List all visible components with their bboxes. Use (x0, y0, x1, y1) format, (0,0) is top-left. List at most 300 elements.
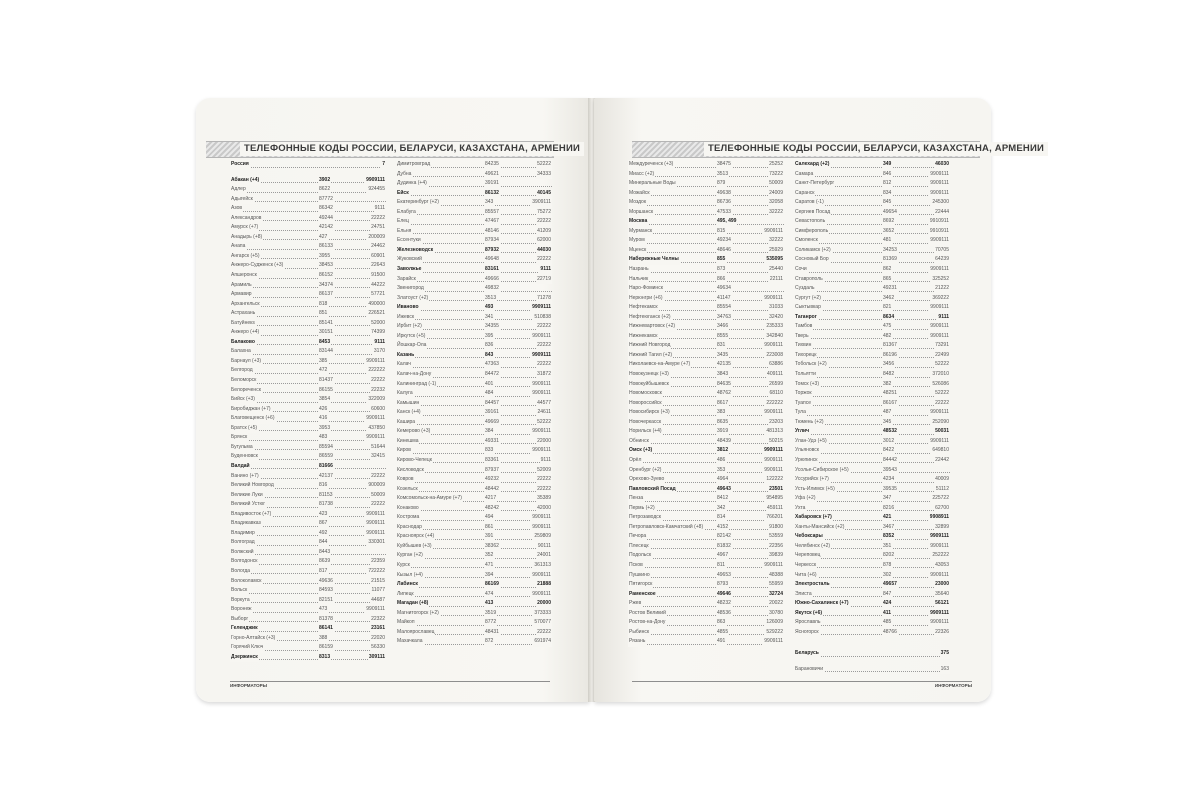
entry-city: Владимир (230, 529, 256, 539)
entry-number: 22222 (536, 322, 552, 332)
entry-code: 3843 (716, 370, 729, 380)
entry-city: Орехово-Зуево (628, 475, 665, 485)
entry-city: Москва (628, 217, 648, 227)
entry-city: Наро-Фоминск (628, 284, 664, 294)
directory-entry (794, 466, 950, 476)
entry-city: Благовещенск (+6) (230, 414, 276, 424)
entry-city: Элиста (794, 590, 813, 600)
directory-entry (396, 418, 552, 428)
directory-entry (794, 217, 950, 227)
entry-number: 24009 (768, 189, 784, 199)
entry-code: 83144 (318, 347, 334, 357)
footer-label: ИНФОРМАТОРЫ (934, 683, 972, 688)
entry-number: 510838 (533, 313, 552, 323)
entry-number: 9909111 (531, 389, 552, 399)
entry-code: 3456 (882, 360, 895, 370)
entries-column (230, 160, 386, 662)
entry-city: Рязань (628, 637, 646, 647)
directory-entry (230, 357, 386, 367)
entry-number: 954895 (765, 494, 784, 504)
directory-entry (396, 332, 552, 342)
directory-entry (396, 637, 552, 647)
entry-city: Козельск (396, 485, 419, 495)
entry-number: 52222 (536, 160, 552, 170)
entry-city: Владикавказ (230, 519, 262, 529)
entry-code: 87934 (484, 236, 500, 246)
leader-dots (230, 297, 386, 298)
entry-number: 9909111 (929, 609, 950, 619)
directory-entry (230, 319, 386, 329)
entry-city: Златоуст (+2) (396, 294, 429, 304)
directory-entry (396, 494, 552, 504)
entry-number: 22222 (370, 376, 386, 386)
entry-city: Ухта (794, 504, 806, 514)
entry-number: 22222 (934, 399, 950, 409)
entry-number: 9908911 (929, 513, 950, 523)
entry-number: 9909111 (531, 332, 552, 342)
entry-number: 91500 (370, 271, 386, 281)
entry-number: 9909111 (763, 446, 784, 456)
entry-city: Дзержинск (230, 653, 259, 663)
entry-city: Якутск (+6) (794, 609, 823, 619)
entry-city: Волгодонск (230, 557, 258, 567)
directory-entry (628, 179, 784, 189)
entry-code: 85141 (318, 319, 334, 329)
entry-code: 49634 (716, 284, 732, 294)
entry-code: 401 (484, 380, 494, 390)
entry-number: 3170 (373, 347, 386, 357)
entry-city: Ессентуки (396, 236, 422, 246)
entry-number: 22643 (370, 261, 386, 271)
entry-number: 9111 (373, 338, 386, 348)
leader-dots (230, 192, 386, 193)
directory-entry (628, 590, 784, 600)
entry-city: Апшеронск (230, 271, 258, 281)
directory-entry (794, 551, 950, 561)
entry-number: 490000 (367, 300, 386, 310)
directory-entry (396, 265, 552, 275)
entries-column (794, 160, 950, 674)
entry-code: 8634 (882, 313, 895, 323)
directory-entry (396, 475, 552, 485)
entry-number: 22326 (934, 628, 950, 638)
entry-city: Иваново (396, 303, 420, 313)
entry-number: 20022 (768, 599, 784, 609)
entry-city: Выборг (230, 615, 249, 625)
entry-number: 9909111 (929, 236, 950, 246)
entry-city: Сосновый Бор (794, 255, 830, 265)
directory-entry (396, 485, 552, 495)
entry-code: 343 (484, 198, 494, 208)
entry-city: Вологда (230, 567, 251, 577)
entry-code: 385 (318, 357, 328, 367)
entry-number: 9909111 (763, 456, 784, 466)
entry-code: 855 (716, 255, 726, 265)
entry-code: 341 (484, 313, 494, 323)
entry-city: Николаевск-на-Амуре (+7) (628, 360, 691, 370)
leader-dots (628, 462, 784, 463)
directory-entry (396, 246, 552, 256)
entry-code: 3435 (716, 351, 729, 361)
entry-city: Плесецк (628, 542, 650, 552)
entry-code: 8635 (716, 418, 729, 428)
entry-number: 223008 (765, 351, 784, 361)
entry-number: 252090 (931, 418, 950, 428)
entry-number: 3909111 (531, 198, 552, 208)
entry-number: 526086 (931, 380, 950, 390)
entry-number: 7 (381, 160, 386, 170)
entry-number: 481313 (765, 427, 784, 437)
entry-city: Калининград (-1) (396, 380, 437, 390)
entry-code: 878 (882, 561, 892, 571)
entry-number: 23501 (768, 485, 784, 495)
entry-number: 252222 (931, 551, 950, 561)
entry-city: Вольск (230, 586, 248, 596)
entry-number: 32420 (768, 313, 784, 323)
directory-entry (794, 475, 950, 485)
entry-number: 62700 (934, 504, 950, 514)
entry-code: 82142 (716, 532, 732, 542)
entry-city: Железноводск (396, 246, 434, 256)
entry-city: Киров (396, 446, 412, 456)
notebook-spread (196, 88, 1045, 713)
entry-city: Иркутск (+5) (396, 332, 426, 342)
directory-entry (396, 170, 552, 180)
entry-city: Мурманск (628, 227, 653, 237)
entry-number: 44577 (536, 399, 552, 409)
entry-code: 8352 (882, 532, 895, 542)
entry-number: 529222 (765, 628, 784, 638)
entry-code: 4152 (716, 523, 729, 533)
entry-code: 811 (716, 561, 726, 571)
directory-entry (628, 198, 784, 208)
directory-entry (230, 538, 386, 548)
leader-dots (396, 233, 552, 234)
entry-city: Анадырь (+8) (230, 233, 263, 243)
entry-city: Магадан (+8) (396, 599, 429, 609)
directory-entry (230, 596, 386, 606)
entry-code: 347 (882, 494, 892, 504)
entry-number: 722222 (367, 567, 386, 577)
entry-city: Саратов (-1) (794, 198, 825, 208)
entry-code: 388 (318, 634, 328, 644)
entry-number: 459111 (766, 504, 784, 514)
entry-code: 39543 (882, 466, 898, 476)
entry-code: 866 (716, 275, 726, 285)
entry-city: Рыбинск (628, 628, 650, 638)
entry-city: Челябинск (+2) (794, 542, 831, 552)
entry-number: 44687 (370, 596, 386, 606)
entry-number: 25440 (768, 265, 784, 275)
entry-number: 25252 (768, 160, 784, 170)
leader-dots (628, 567, 784, 568)
entry-number: 330301 (367, 538, 386, 548)
entry-city: Набережные Челны (628, 255, 680, 265)
directory-entry (794, 303, 950, 313)
entry-number: 369222 (931, 294, 950, 304)
leader-dots (396, 453, 552, 454)
entry-city: Абакан (+4) (230, 176, 260, 186)
entry-code: 86133 (318, 242, 334, 252)
directory-entry (230, 519, 386, 529)
directory-entry (628, 561, 784, 571)
entry-code: 423 (318, 510, 328, 520)
directory-entry (794, 322, 950, 332)
entry-code: 84472 (484, 370, 500, 380)
directory-entry (396, 628, 552, 638)
entry-number: 24751 (370, 223, 386, 233)
entry-number: 24611 (536, 408, 552, 418)
entry-number: 691974 (533, 637, 552, 647)
directory-entry (230, 376, 386, 386)
entry-code: 49646 (716, 590, 732, 600)
directory-entry (794, 389, 950, 399)
entry-city: Владивосток (+7) (230, 510, 272, 520)
entry-code: 86169 (484, 580, 500, 590)
entry-code: 48242 (484, 504, 500, 514)
entry-code: 85557 (484, 208, 500, 218)
entry-city: Торжок (794, 389, 813, 399)
entry-number: 9909111 (365, 433, 386, 443)
entry-number: 60901 (370, 252, 386, 262)
directory-entry (396, 255, 552, 265)
entry-city: Таганрог (794, 313, 818, 323)
entry-code: 39535 (882, 485, 898, 495)
entry-code: 48766 (882, 628, 898, 638)
directory-entry (628, 571, 784, 581)
entry-number: 40145 (536, 189, 552, 199)
directory-entry (230, 443, 386, 453)
leader-dots (396, 587, 552, 588)
entry-number: 31872 (536, 370, 552, 380)
entry-number: 21222 (934, 284, 950, 294)
entry-city: Кашира (396, 418, 416, 428)
directory-entry (628, 389, 784, 399)
entry-city: Ханты-Мансийск (+2) (794, 523, 845, 533)
entry-number: 75272 (536, 208, 552, 218)
directory-entry (794, 265, 950, 275)
entry-code: 49648 (484, 255, 500, 265)
directory-entry (794, 418, 950, 428)
entry-code: 486 (716, 456, 726, 466)
entry-city: Анжеро-Судженск (+3) (230, 261, 284, 271)
entry-city: Беларусь (794, 649, 820, 659)
directory-entry (396, 179, 552, 189)
directory-entry (794, 370, 950, 380)
leader-dots (794, 501, 950, 502)
directory-entry (628, 494, 784, 504)
entry-number: 22111 (769, 275, 784, 285)
entry-code: 81437 (318, 376, 334, 386)
entry-city: Великие Луки (230, 491, 264, 501)
entry-code: 413 (484, 599, 494, 609)
entry-number: 52222 (536, 418, 552, 428)
entry-city: Нижний Тагил (+2) (628, 351, 673, 361)
entry-city: Тамбов (794, 322, 813, 332)
entry-number: 225722 (931, 494, 950, 504)
entry-city: Дудинка (+4) (396, 179, 428, 189)
directory-entry (794, 590, 950, 600)
entry-city: Брянск (230, 433, 248, 443)
entry-code: 473 (318, 605, 328, 615)
leader-dots (794, 291, 950, 292)
leader-dots (628, 539, 784, 540)
entry-code: 3902 (318, 176, 331, 186)
leader-dots (396, 281, 552, 282)
entry-city: Нальчик (628, 275, 649, 285)
entry-number: 9909111 (531, 513, 552, 523)
entry-number: 9909111 (929, 618, 950, 628)
entry-code: 86155 (318, 386, 334, 396)
entry-code: 382 (882, 380, 892, 390)
directory-entry (396, 313, 552, 323)
entry-number: 32058 (768, 198, 784, 208)
leader-dots (396, 567, 552, 568)
directory-entry (230, 452, 386, 462)
directory-entry (628, 246, 784, 256)
leader-dots (794, 396, 950, 397)
entry-code: 424 (882, 599, 892, 609)
entry-number: 9909111 (365, 510, 386, 520)
entry-number: 22222 (536, 475, 552, 485)
entry-number: 9909111 (929, 265, 950, 275)
leader-dots (230, 612, 386, 613)
directory-entry (628, 551, 784, 561)
directory-entry (794, 351, 950, 361)
entry-code: 30151 (318, 328, 334, 338)
entry-code: 81153 (318, 491, 334, 501)
entry-code: 48762 (716, 389, 732, 399)
entry-code: 847 (882, 590, 892, 600)
entry-number: 52000 (370, 319, 386, 329)
entry-code: 48439 (716, 437, 732, 447)
directory-entry (396, 551, 552, 561)
entry-number: 40009 (934, 475, 950, 485)
entry-city: Павловский Посад (628, 485, 677, 495)
directory-entry (794, 580, 950, 590)
entry-code: 38362 (484, 542, 500, 552)
entry-city: Биробиджан (+7) (230, 405, 272, 415)
entry-number: 259809 (533, 532, 552, 542)
directory-entry (230, 309, 386, 319)
entry-city: Петропавловск-Камчатский (+8) (628, 523, 704, 533)
directory-entry (794, 255, 950, 265)
entry-city: Омск (+3) (628, 446, 653, 456)
directory-entry (628, 542, 784, 552)
entry-number: 70705 (934, 246, 950, 256)
directory-entry (794, 456, 950, 466)
entry-city: Анжеро (+4) (230, 328, 260, 338)
entry-code: 48646 (716, 246, 732, 256)
entry-code: 48536 (716, 609, 732, 619)
entry-city: Новороссийск (628, 399, 663, 409)
leader-dots (396, 357, 552, 358)
entry-code: 426 (318, 405, 328, 415)
entry-number: 535095 (765, 255, 784, 265)
entry-city: Красноярск (+4) (396, 532, 435, 542)
entry-city: Бугульма (230, 443, 254, 453)
entry-code: 302 (882, 571, 892, 581)
entry-code: 81666 (318, 462, 334, 472)
entry-city: Нерюнгри (+6) (628, 294, 664, 304)
entry-city: Нижний Новгород (628, 341, 671, 351)
entry-number: 22222 (536, 341, 552, 351)
entry-number: 46030 (934, 160, 950, 170)
entry-number: 22222 (370, 472, 386, 482)
entry-number: 11077 (370, 586, 386, 596)
entry-city: Буденновск (230, 452, 259, 462)
entry-city: Нефтекамск (628, 303, 659, 313)
entry-code: 87772 (318, 195, 334, 205)
directory-entry (396, 399, 552, 409)
entry-city: Салехард (+2) (794, 160, 830, 170)
leader-dots (230, 468, 386, 469)
entry-city: Нижнекамск (628, 332, 659, 342)
directory-entry (396, 198, 552, 208)
entry-city: Междуреченск (+3) (628, 160, 674, 170)
entry-code: 49832 (484, 284, 500, 294)
leader-dots (794, 510, 950, 511)
entry-number: 9909111 (763, 466, 784, 476)
entry-city: Пятигорск (628, 580, 653, 590)
entry-number: 9909111 (929, 303, 950, 313)
entry-number: 9909111 (929, 179, 950, 189)
entry-code: 49657 (882, 580, 898, 590)
directory-entry (628, 170, 784, 180)
entry-city: Куйбышев (+3) (396, 542, 433, 552)
entry-city: Камышин (396, 399, 420, 409)
entry-city: Кызыл (+4) (396, 571, 424, 581)
entry-city: Усть-Илимск (+5) (794, 485, 836, 495)
entry-city: Южно-Сахалинск (+7) (794, 599, 850, 609)
entry-code: 484 (484, 389, 494, 399)
directory-entry (794, 313, 950, 323)
leader-dots (396, 396, 552, 397)
entry-number: 32415 (370, 452, 386, 462)
entry-city: Смоленск (794, 236, 819, 246)
entry-code: 87937 (484, 466, 500, 476)
entry-number: 35640 (934, 590, 950, 600)
entries-column (396, 160, 552, 647)
entry-number: 52009 (536, 466, 552, 476)
entry-city: Череповец (794, 551, 821, 561)
directory-entry (230, 328, 386, 338)
entry-number: 32724 (768, 590, 784, 600)
entry-number: 34333 (536, 170, 552, 180)
entry-code: 47467 (484, 217, 500, 227)
entry-code: 3854 (318, 395, 331, 405)
directory-entry (396, 160, 552, 170)
entry-number: 31033 (768, 303, 784, 313)
entry-number: 24462 (370, 242, 386, 252)
directory-entry (628, 370, 784, 380)
entry-city: Новосибирск (+3) (628, 408, 671, 418)
directory-entry (396, 466, 552, 476)
entry-city: Новокузнецк (+3) (628, 370, 670, 380)
entry-code: 351 (882, 542, 892, 552)
directory-entry (628, 437, 784, 447)
leader-dots (230, 354, 386, 355)
entry-city: Пермь (+2) (628, 504, 656, 514)
entry-code: 345 (882, 418, 892, 428)
entry-city: Батуйнекs (230, 319, 256, 329)
directory-entry (230, 395, 386, 405)
entry-number: 23203 (768, 418, 784, 428)
entry-code: 48532 (882, 427, 898, 437)
directory-entry (794, 236, 950, 246)
entry-code: 4855 (716, 628, 729, 638)
entry-code: 49666 (484, 275, 500, 285)
